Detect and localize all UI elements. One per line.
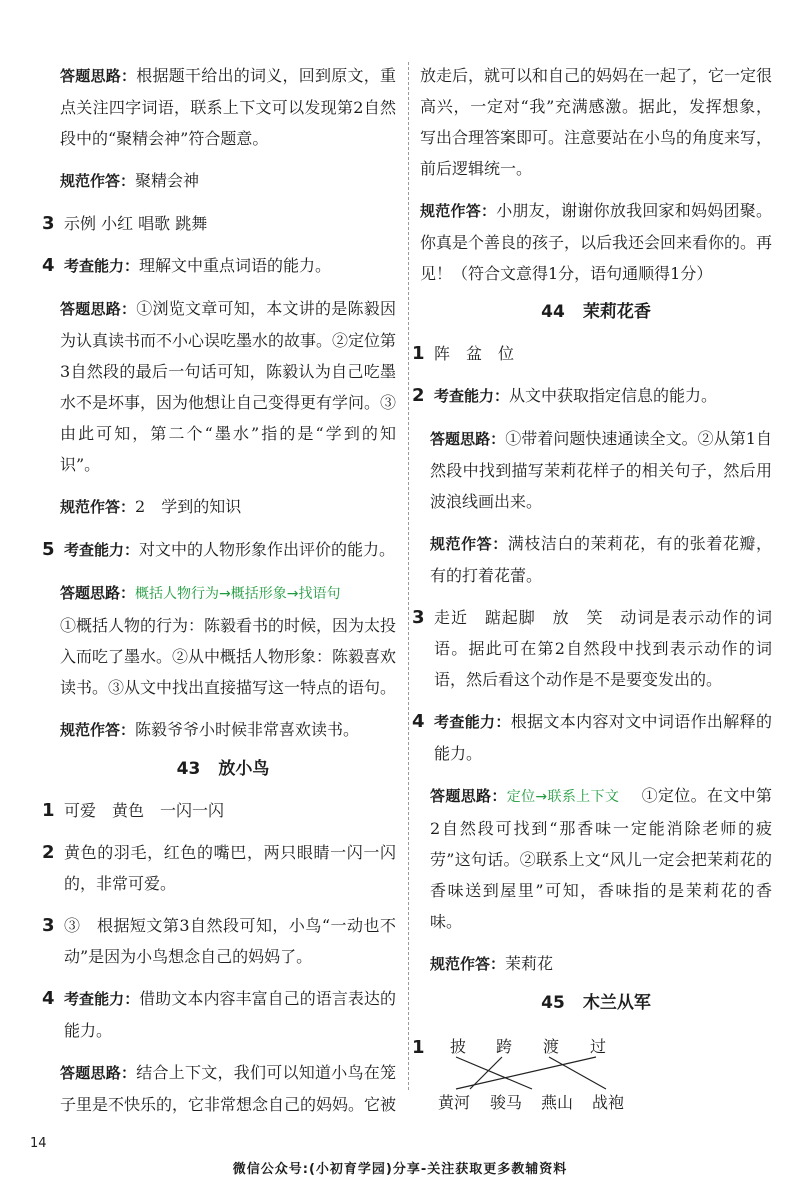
answer-approach: 答题思路：结合上下文，我们可以知道小鸟在笼子里是不快乐的，它非常想念自己的妈妈。它被	[60, 1063, 397, 1114]
lesson-title-44: 44 茉莉花香	[541, 302, 651, 322]
answer-approach: 答题思路：①浏览文章可知，本文讲的是陈毅因为认真读书而不小心误吃墨水的故事。②定位第3自然段的最后一句话可知，陈毅认为自己吃墨水不是坏事，因为他想让自己变得更有学问。③由此可知，第二个“墨水”指的是“学到的知识”。	[60, 299, 397, 474]
match-top-word: 渡	[543, 1037, 560, 1056]
question-4: 4 考查能力：借助文本内容丰富自己的语言表达的能力。	[42, 988, 396, 1040]
answer-approach: 答题思路：根据题干给出的词义，回到原文，重点关注四字词语，联系上下文可以发现第2自然段中的“聚精会神”符合题意。	[60, 66, 396, 148]
standard-answer: 规范作答：小朋友，谢谢你放我回家和妈妈团聚。你真是个善良的孩子，以后我还会回来看你的。再见！（符合文意得1分，语句通顺得1分）	[420, 201, 773, 283]
answer-approach: 答题思路：定位→联系上下文 ①定位。在文中第2自然段可找到“那香味一定能消除老师的疲劳”这句话。②联系上文“风儿一定会把茉莉花的香味送到屋里”可知，香味指的是茉莉花的香味。	[430, 786, 772, 931]
answer-approach: 答题思路：概括人物行为→概括形象→找语句 ①概括人物的行为：陈毅看书的时候，因为太投入而吃了墨水。②从中概括人物形象：陈毅喜欢读书。③从文中找出直接描写这一特点的语句。	[60, 584, 397, 697]
left-column	[42, 60, 397, 1131]
answer-approach: 答题思路：①带着问题快速通读全文。②从第1自然段中找到描写茉莉花样子的相关句子，然后用波浪线画出来。	[430, 429, 772, 511]
question-3: 3 示例 小红 唱歌 跳舞	[42, 213, 208, 234]
matching-question-1: 1 披 跨 渡 过 黄河 骏马 燕山 战袍	[420, 1029, 772, 1115]
question-4: 4 考查能力：理解文中重点词语的能力。	[42, 255, 332, 276]
column-divider	[408, 62, 409, 1090]
question-5: 5 考查能力：对文中的人物形象作出评价的能力。	[42, 539, 396, 560]
question-1: 1 阵 盆 位	[412, 343, 515, 364]
match-bottom-word: 骏马	[490, 1093, 523, 1112]
standard-answer: 规范作答：聚精会神	[60, 171, 200, 190]
question-3: 3 走近 踮起脚 放 笑 动词是表示动作的词语。据此可在第2自然段中找到表示动作的词语，然后看这个动作是不是要变发出的。	[412, 607, 772, 689]
right-column	[412, 60, 773, 1115]
answer-approach-continued: 放走后，就可以和自己的妈妈在一起了，它一定很高兴，一定对“我”充满感激。据此，发挥想象，写出合理答案即可。注意要站在小鸟的角度来写，前后逻辑统一。	[420, 66, 773, 178]
standard-answer: 规范作答：陈毅爷爷小时候非常喜欢读书。	[60, 720, 360, 739]
question-2: 2 黄色的羽毛，红色的嘴巴，两只眼睛一闪一闪的，非常可爱。	[42, 842, 396, 893]
page-number: 14	[30, 1136, 47, 1151]
match-top-word: 跨	[496, 1037, 513, 1056]
footer-note: 微信公众号:(小初育学园)分享-关注获取更多教辅资料	[232, 1162, 568, 1177]
question-4: 4 考查能力：根据文本内容对文中词语作出解释的能力。	[412, 711, 772, 763]
question-3: 3 ③ 根据短文第3自然段可知，小鸟“一动也不动”是因为小鸟想念自己的妈妈了。	[42, 915, 396, 966]
standard-answer: 规范作答：茉莉花	[430, 954, 554, 973]
question-2: 2 考查能力：从文中获取指定信息的能力。	[412, 385, 718, 406]
question-1: 1 可爱 黄色 一闪一闪	[42, 800, 225, 821]
standard-answer: 规范作答：满枝洁白的茉莉花，有的张着花瓣，有的打着花蕾。	[430, 534, 772, 585]
lesson-title-43: 43 放小鸟	[176, 759, 270, 779]
match-bottom-word: 战袍	[592, 1093, 625, 1112]
standard-answer: 规范作答：2 学到的知识	[60, 497, 242, 516]
match-bottom-word: 黄河	[438, 1093, 471, 1112]
match-top-word: 过	[590, 1037, 607, 1056]
match-bottom-word: 燕山	[541, 1093, 574, 1112]
match-top-word: 披	[450, 1037, 467, 1056]
lesson-title-45: 45 木兰从军	[541, 993, 651, 1013]
